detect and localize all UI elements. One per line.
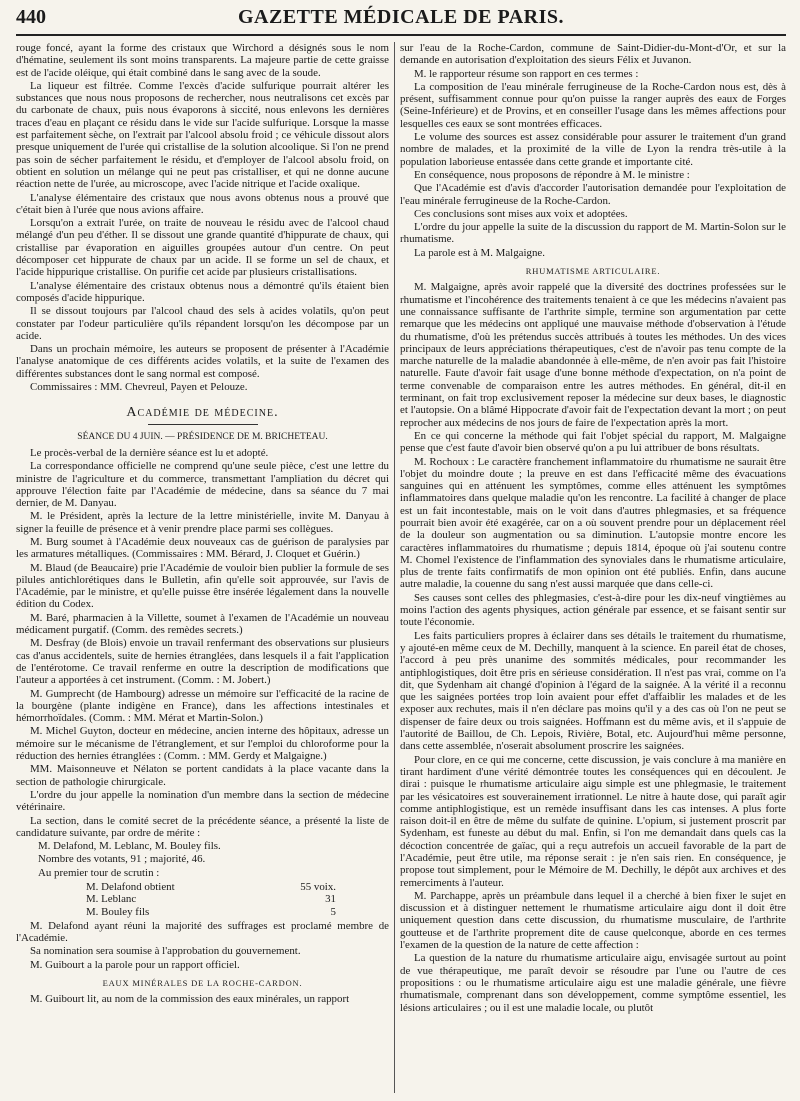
paragraph: L'analyse élémentaire des cristaux que nous avons obtenus nous a prouvé que c'était bien à l'urée que nous avions affaire. [16,191,389,216]
paragraph: La correspondance officielle ne comprend qu'une seule pièce, c'est une lettre du ministre de l'agriculture et du commerce, transmettant l'ampliation du décret qui approuve l'élection faite par l'Académie de médecine, dans sa séance du 7 mai dernier, de M. Danyau. [16,460,389,510]
paragraph: Ses causes sont celles des phlegmasies, c'est-à-dire pour les dix-neuf vingtièmes au moins l'action des agents physiques, action générale par essence, et se faisant sentir sur toute l'économie. [400,591,786,629]
paragraph: Dans un prochain mémoire, les auteurs se proposent de présenter à l'Académie l'analyse anatomique de ces différents acides volatils, et la suite de l'examen des différentes substances dont le sang normal est composé. [16,343,389,380]
paragraph: L'analyse élémentaire des cristaux obtenus nous a démontré qu'ils étaient bien composés d'acide hippurique. [16,279,389,304]
paragraph: M. le rapporteur résume son rapport en ces termes : [414,67,639,80]
paragraph: L'ordre du jour appelle la nomination d'un membre dans la section de médecine vétérinaire. [16,788,389,814]
left-column [16,42,389,1095]
paragraph: En ce qui concerne la méthode qui fait l'objet spécial du rapport, M. Malgaigne pense que c'est faute d'avoir bien observé qu'on a pu lui attribuer de bons résultats. [400,429,786,455]
paragraph: La section, dans le comité secret de la précédente séance, a présenté la liste de candidature suivante, par ordre de mérite : [16,814,389,839]
paragraph: Lorsqu'on a extrait l'urée, on traite de nouveau le résidu avec de l'alcool chaud mélangé d'un peu d'éther. Il se dissout une grande quantité d'hippurate de chaux, qui cristallise par évaporation en aiguilles groupées autour d'un centre. On peut décomposer cet hippurate de chaux par un acide. Il se forme un sel de chaux, et l'acide hippurique cristallise. On purifie cet acide par plusieurs cristallisations. [16,217,389,279]
paragraph: Le procès-verbal de la dernière séance est lu et adopté. [30,446,269,459]
right-column [400,42,786,1095]
journal-title: GAZETTE MÉDICALE DE PARIS. [237,6,565,28]
title-rule [148,424,258,425]
paragraph: M. Desfray (de Blois) envoie un travail renfermant des observations sur plusieurs cas d'anus accidentels, suite de hernies étranglées, dans lesquels il a fait l'application de l'entérotome. Ce travail renferme en outre la description de modifications que l'auteur a apportées à cet instrument. (Comm. : M. Jobert.) [16,637,389,687]
session-line: SÉANCE DU 4 JUIN. — PRÉSIDENCE DE M. BRICHETEAU. [77,431,328,442]
paragraph: Ces conclusions sont mises aux voix et adoptées. [414,207,628,220]
paragraph: M. Burg soumet à l'Académie deux nouveaux cas de guérison de paralysies par les armatures métalliques. (Commissaires : MM. Bérard, J. Cloquet et Guérin.) [16,535,389,561]
paragraph: Que l'Académie est d'avis d'accorder l'autorisation demandée pour l'exploitation de l'eau minérale ferrugineuse de la Roche-Cardon. [400,182,786,207]
paragraph: La parole est à M. Malgaigne. [414,246,545,259]
paragraph: M. le Président, après la lecture de la lettre ministérielle, invite M. Danyau à signer la feuille de présence et à venir prendre place parmi ses collègues. [16,510,389,535]
paragraph: Pour clore, en ce qui me concerne, cette discussion, je vais conclure à ma manière en tirant hardiment d'une vérité démontrée toutes les conséquences qui en découlent. Je dirai : puisque le rhumatisme articulaire aigu simple est une phlegmasie, le traitement par les vésicatoires est souverainement irrationnel. Le nitre à haute dose, qui paraît agir comme antiphlogistique, est un remède insuffisant dans les cas intenses. A plus forte raison doit-il en être de même du sulfate de quinine. L'opium, si justement proscrit par Sydenham, est funeste au début du mal. Enfin, si l'on me demandait dans quels cas la décoction concentrée de gaïac, qui a reçu autrefois un accueil favorable de la part de l'Académie, peut être utile, ma réponse serait : je n'en sais rien. En conséquence, je propose tout simplement, pour le Mémoire de M. Dechilly, le dépôt aux archives et des remerciments à l'auteur. [400,753,786,889]
page-number: 440 [16,6,46,28]
section-title-academie: Académie de médecine. [126,405,279,421]
paragraph: M. Guibourt lit, au nom de la commission des eaux minérales, un rapport [30,993,350,1006]
paragraph: Il se dissout toujours par l'alcool chaud des sels à acides volatils, qu'on peut constater par l'odeur particulière qu'ils répandent lorsqu'on les décompose par un acide. [16,305,389,342]
paragraph: M. Blaud (de Beaucaire) prie l'Académie de vouloir bien publier la formule de ses pilules antichlorétiques dans le Bulletin, afin qu'elle soit approuvée, sur l'avis de l'Académie, par le ministre, et qu'elle puisse être insérée légalement dans la nouvelle édition du Codex. [16,561,389,611]
subsection-heading-rhumatisme: RHUMATISME ARTICULAIRE. [525,266,661,277]
commissaires-line: Commissaires : MM. Chevreul, Payen et Pelouze. [30,381,248,394]
column-divider [394,42,395,1093]
paragraph: M. Gumprecht (de Hambourg) adresse un mémoire sur l'efficacité de la racine de la bourgène (plante indigène en France), dans les affections intestinales et hémorrhoïdales. (Comm. : MM. Mérat et Martin-Solon.) [16,687,389,725]
paragraph: En conséquence, nous proposons de répondre à M. le ministre : [414,168,690,181]
vote-count: 55 voix. [300,881,336,893]
candidates-line: Nombre des votants, 91 ; majorité, 46. [38,853,206,866]
paragraph: L'ordre du jour appelle la suite de la discussion du rapport de M. Martin-Solon sur le rhumatisme. [400,221,786,246]
paragraph: M. Michel Guyton, docteur en médecine, ancien interne des hôpitaux, adresse un mémoire sur le mécanisme de l'étranglement, et sur l'emploi du chloroforme pour la réduction des hernies étranglées : (Comm. : MM. Gerdy et Malgaigne.) [16,725,389,763]
vote-name: M. Delafond obtient [86,881,175,893]
vote-count: 31 [325,893,336,906]
paragraph: Le volume des sources est assez considérable pour assurer le traitement d'un grand nombre de malades, et la proximité de la ville de Lyon la rendra très-utile à la population laborieuse entassée dans cette grande et importante cité. [400,131,786,168]
paragraph: M. Parchappe, après un préambule dans lequel il a cherché à bien fixer le sujet en discussion et à distinguer nettement le rhumatisme articulaire aigu dont il doit être uniquement question dans cette discussion, du rhumatisme musculaire, de l'arthrite goutteuse et de l'arthrite proprement dite de cause quelconque, aborde en ces termes l'examen de la question de la nature de cette affection : [400,889,786,952]
paragraph: M. Rochoux : Le caractère franchement inflammatoire du rhumatisme ne saurait être l'objet du moindre doute ; la preuve en est dans l'efficacité même des évacuations sanguines qui en atténuent les symptômes, comme elles atténuent les symptômes inflammatoires dans quelque maladie qu'on les rencontre. La facilité à changer de place est un fait incontestable, mais on le voit dans d'autres phlegmasies, et sa fréquence pourrait bien avoir été exagérée, car on a où souvent prendre pour un déplacement réel de la douleur son augmentation ou sa diminution. L'autopsie montre encore les caractères inflammatoires du rhumatisme ; depuis 1814, époque où j'ai soutenu contre M. Chomel l'existence de l'inflammation des synoviales dans le rhumatisme articulaire, plus de trente faits confirmatifs de mon opinion ont été publiés. Enfin, dans aucune autre maladie, la couenne du sang n'est aussi marquée que dans celle-ci. [400,455,786,591]
paragraph: La liqueur est filtrée. Comme l'excès d'acide sulfurique pourrait altérer les substances que nous nous proposons de rechercher, nous neutralisons cet excès par du carbonate de chaux, puis nous évaporons à siccité, nous enlevons les dernières traces d'eau en plaçant ce résidu dans le vide sur l'acide sulfurique. Lorsque la masse est parfaitement sèche, on l'extrait par l'alcool absolu froid ; ce véhicule dissout alors presque uniquement de l'urée qui cristallise de la solution alcoolique. Si l'on ne prend pas soin de sécher parfaitement le résidu, et d'employer de l'alcool absolu froid, on obtient en solution un mélange qui ne peut pas cristalliser, et qui ne donne aucune réaction nette de l'urée, au microscope, avec l'acide nitrique et l'acide oxalique. [16,79,389,191]
paragraph: Les faits particuliers propres à éclairer dans ses détails le traitement du rhumatisme, y ajouté-en même ceux de M. Dechilly, manquent à la science. En pareil état de choses, l'accord à peu près unanime des sommités médicales, pour recommander les antiphlogistiques, doit être pris en sérieuse considération. Il n'est pas vrai, comme on l'a dit, que Sydenham ait changé d'opinion à l'égard de la saignée. A la vérité il a reconnu que les saignées portées trop loin avaient pour effet d'affaiblir les malades et de les exposer aux rechutes, mais il n'en déclare pas moins qu'il y a des cas où l'on ne peut se dispenser de faire deux ou trois saignées. Hoffmann est du même avis, et il s'appuie de l'autorité de Baillou, de Ch. Lepois, Rivière, Botal, etc. Aujourd'hui même personne, dans cette assemblée, n'oserait absolument proscrire les saignées. [400,629,786,753]
paragraph: M. Baré, pharmacien à la Villette, soumet à l'examen de l'Académie un nouveau médicament purgatif. (Comm. des remèdes secrets.) [16,611,389,637]
paragraph: M. Malgaigne, après avoir rappelé que la diversité des doctrines professées sur le rhumatisme et l'incohérence des traitements tenaient à ce que les médecins n'avaient pas une connaissance suffisante de l'arthrite simple, termine son argumentation par cette remarque que les médecins ont appliqué une mauvaise méthode d'observation à l'étude du rhumatisme, d'où les prétendus succès attribués à toutes les méthodes. Un des vices principaux de leurs appréciations thérapeutiques, c'est de n'avoir pas tenu compte de la marche naturelle de la maladie abandonnée à elle-même, de n'en avoir pas fait l'histoire naturelle. Faute d'avoir fait usage d'une bonne méthode d'expectation, on n'a point de terme convenable de comparaison entre les autres méthodes. En général, dit-il en terminant, on fait trop exclusivement reposer la médecine sur deux bases, le diagnostic et l'autopsie. On a blâmé Hippocrate d'avoir fait de l'expectation devant la mort ; on peut reprocher aux médecins de nos jours de faire de l'expectation après la mort. [400,281,786,429]
paragraph: Sa nomination sera soumise à l'approbation du gouvernement. [30,945,301,958]
paragraph: rouge foncé, ayant la forme des cristaux que Wirchord a désignés sous le nom d'hématine, seulement ils sont moins transparents. La majeure partie de cette graisse est de l'acide oléique, qui était combiné dans le sang avec de la soude. [16,42,389,79]
paragraph: La question de la nature du rhumatisme articulaire aigu, envisagée surtout au point de vue thérapeutique, me paraît devoir se résoudre par l'une ou l'autre de ces propositions : ou le rhumatisme articulaire aigu est une maladie générale, une fièvre rhumatismale, comprenant dans son développement, comme symptôme essentiel, les lésions articulaires ; ou il est une maladie locale, ou plutôt [400,952,786,1014]
paragraph: sur l'eau de la Roche-Cardon, commune de Saint-Didier-du-Mont-d'Or, et sur la demande en autorisation d'exploitation des sieurs Félix et Juvanon. [400,42,786,67]
vote-name: M. Leblanc [86,893,137,906]
paragraph: M. Guibourt a la parole pour un rapport officiel. [30,958,240,971]
subsection-heading-eaux: EAUX MINÉRALES DE LA ROCHE-CARDON. [102,978,303,989]
vote-name: M. Bouley fils [86,905,150,918]
vote-row [86,881,336,893]
candidates-line: Au premier tour de scrutin : [38,866,160,879]
vote-table [86,881,336,918]
vote-count: 5 [330,905,336,918]
vote-row [86,906,336,918]
paragraph: MM. Maisonneuve et Nélaton se portent candidats à la place vacante dans la section de pathologie chirurgicale. [16,763,389,788]
vote-row [86,893,336,905]
paragraph: M. Delafond ayant réuni la majorité des suffrages est proclamé membre de l'Académie. [16,919,389,945]
paragraph: La composition de l'eau minérale ferrugineuse de la Roche-Cardon nous est, dès à présent, suffisamment connue pour qu'on puisse la ranger auprès des eaux de Forges (Seine-Inférieure) et de Provins, et en conseiller l'usage dans les mêmes affections pour lesquelles ces eaux se sont montrées efficaces. [400,80,786,130]
candidates-line: M. Delafond, M. Leblanc, M. Bouley fils. [38,840,221,853]
page-header [16,4,786,36]
